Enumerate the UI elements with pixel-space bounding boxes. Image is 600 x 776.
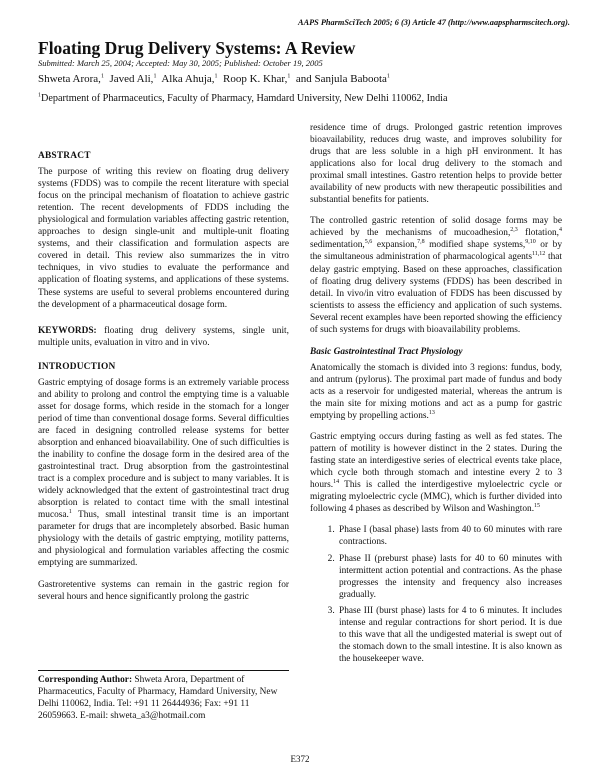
keywords-label: KEYWORDS: — [38, 325, 97, 336]
corresponding-label: Corresponding Author: — [38, 675, 133, 685]
introduction-heading: INTRODUCTION — [38, 361, 116, 372]
right-paragraph-2: The controlled gastric retention of solid dosage forms may be achieved by the mechanisms of mucoadhesion,$^{2,3}$ flotation,$^4$ sedimentation,$^{5,6}$ expansion,$^{7,8}$ modified shape systems,$^{9,10}$ or by the simultaneous administration of pharmacological agents$^{11,12}$ that delay gastric emptying. Based on these approaches, classification of floating drug delivery systems (FDDS) has been described in detail. In vivo/in vitro evaluation of FDDS has been discussed by scientists to assess the efficiency and application of such systems. Several recent examples have been reported showing the efficiency of such systems for drugs with bioavailability problems. — [310, 216, 562, 335]
author: Roop K. Khar,$^1$ — [223, 73, 291, 85]
phase-list — [310, 524, 562, 665]
journal-header: AAPS PharmSciTech 2005; 6 (3) Article 47 (http://www.aapspharmscitech.org). — [298, 18, 570, 27]
affiliation: $^1$Department of Pharmaceutics, Faculty of Pharmacy, Hamdard University, New Delhi 110062, India — [38, 92, 448, 104]
right-paragraph-1: residence time of drugs. Prolonged gastric retention improves bioavailability, reduces drug waste, and improves solubility for drugs that are less soluble in a high pH environment. It has applications also for local drug delivery to the stomach and proximal small intestines. Gastro retention helps to provide better availability of new products with new therapeutic possibilities and substantial benefits for patients. — [310, 123, 562, 206]
list-item: 1. Phase I (basal phase) lasts from 40 to 60 minutes with rare contractions. — [337, 524, 562, 548]
author: and Sanjula Baboota$^1$ — [295, 73, 390, 85]
left-column — [38, 150, 289, 612]
author: Alka Ahuja,$^1$ — [161, 73, 218, 85]
right-paragraph-3: Anatomically the stomach is divided into 3 regions: fundus, body, and antrum (pylorus). The proximal part made of fundus and body acts as a reservoir for undigested material, whereas the antrum is the main site for mixing motions and act as a pump for gastric emptying by propelling actions.$^{13}$ — [310, 362, 562, 422]
list-item: 2. Phase II (preburst phase) lasts for 40 to 60 minutes with intermittent action potential and contractions. As the phase progresses the intensity and frequency also increases gradually. — [337, 553, 562, 601]
keywords: KEYWORDS: floating drug delivery systems, single unit, multiple units, evaluation in vitro and in vivo. — [38, 325, 289, 348]
corresponding-author: Corresponding Author: Shweta Arora, Department of Pharmaceutics, Faculty of Pharmacy, Hamdard University, New Delhi 110062, India. Tel: +91 11 26444936; Fax: +91 11 26059663. E-mail: shweta_a3@hotmail.com — [38, 670, 289, 722]
article-title: Floating Drug Delivery Systems: A Review — [38, 38, 356, 58]
right-paragraph-4: Gastric emptying occurs during fasting as well as fed states. The pattern of motility is however distinct in the 2 states. During the fasting state an interdigestive series of electrical events take place, which cycle both through stomach and intestine every 2 to 3 hours.$^{14}$ This is called the interdigestive myloelectric cycle or migrating myloelectric cycle (MMC), which is further divided into following 4 phases as described by Wilson and Washington.$^{15}$ — [310, 432, 562, 515]
author-list — [38, 73, 390, 85]
right-column — [310, 122, 562, 669]
list-item: 3. Phase III (burst phase) lasts for 4 to 6 minutes. It includes intense and regular contractions for short period. It is due to this wave that all the undigested material is swept out of the stomach down to the small intestine. It is also known as the housekeeper wave. — [337, 605, 562, 665]
author: Shweta Arora,$^1$ — [38, 73, 104, 85]
physiology-subheading: Basic Gastrointestinal Tract Physiology — [310, 346, 463, 357]
author: Javed Ali,$^1$ — [109, 73, 157, 85]
abstract-text: The purpose of writing this review on floating drug delivery systems (FDDS) was to compile the recent literature with special focus on the principal mechanism of floatation to achieve gastric retention. The recent developments of FDDS including the physiological and formulation variables affecting gastric retention, approaches to design single-unit and multiple-unit floating systems, and their classification and formulation aspects are covered in detail. This review also summarizes the in vitro techniques, in vivo studies to evaluate the performance and application of floating systems, and applications of these systems. These systems are useful to several problems encountered during the development of a pharmaceutical dosage form. — [38, 167, 289, 310]
intro-paragraph-1: Gastric emptying of dosage forms is an extremely variable process and ability to prolong and control the emptying time is a valuable asset for dosage forms, which reside in the stomach for a longer period of time than conventional dosage forms. Several difficulties are faced in designing controlled release systems for better absorption and enhanced bioavailability. One of such difficulties is the inability to confine the dosage form in the desired area of the gastrointestinal tract. Drug absorption from the gastrointestinal tract is a complex procedure and is subject to many variables. It is widely acknowledged that the extent of gastrointestinal tract drug absorption is related to contact time with the small intestinal mucosa.$^1$ Thus, small intestinal transit time is an important parameter for drugs that are incompletely absorbed. Basic human physiology with the details of gastric emptying, motility patterns, and physiological and formulation variables affecting the cosmic emptying are summarized. — [38, 377, 289, 569]
article-dates: Submitted: March 25, 2004; Accepted: May 30, 2005; Published: October 19, 2005 — [38, 58, 323, 68]
page-number: E372 — [290, 754, 310, 764]
intro-paragraph-2: Gastroretentive systems can remain in the gastric region for several hours and hence significantly prolong the gastric — [38, 579, 289, 602]
abstract-heading: ABSTRACT — [38, 151, 91, 161]
